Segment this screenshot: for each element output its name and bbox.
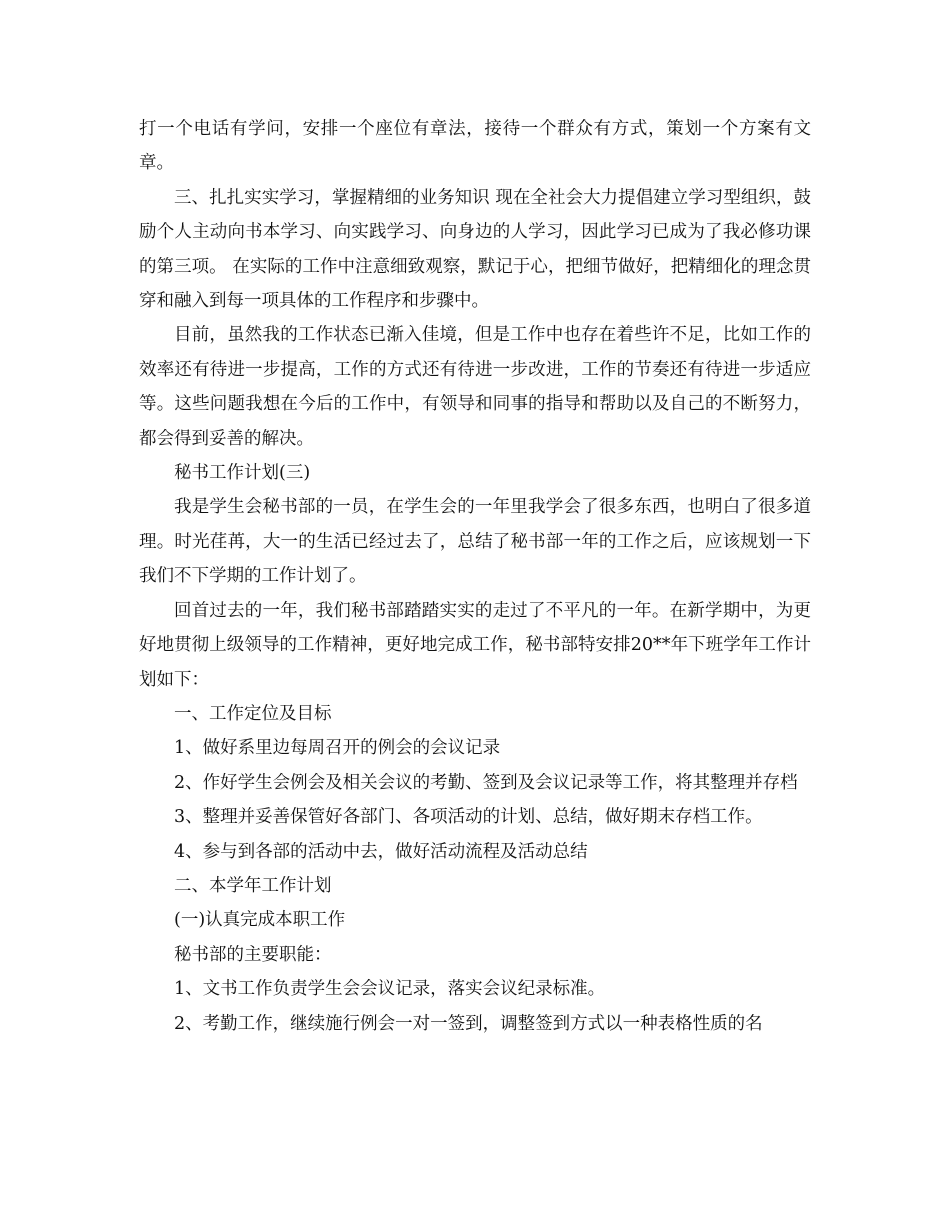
document-body — [139, 112, 811, 1041]
paragraph-phone-seating: 打一个电话有学问，安排一个座位有章法，接待一个群众有方式，策划一个方案有文章。 — [139, 119, 811, 174]
list-item-function-1: 1、文书工作负责学生会会议记录，落实会议纪录标准。 — [174, 979, 606, 1000]
paragraph-section-three-study: 三、扎扎实实学习，掌握精细的业务知识 现在全社会大力提倡建立学习型组织，鼓励个人主动向书本学习、向实践学习、向身边的人学习，因此学习已成为了我必修功课的第三项。 在实际的工作中注意细致观察，默记于心，把细节做好，把精细化的理念贯穿和融入到每一项具体的工作程序和步骤中。 — [139, 187, 811, 312]
paragraph-main-functions: 秘书部的主要职能： — [174, 944, 332, 965]
list-item-goal-1: 1、做好系里边每周召开的例会的会议记录 — [174, 738, 501, 759]
list-item-goal-2: 2、作好学生会例会及相关会议的考勤、签到及会议记录等工作，将其整理并存档 — [174, 772, 798, 793]
heading-positioning-goals: 一、工作定位及目标 — [174, 703, 332, 724]
list-item-goal-3: 3、整理并妥善保管好各部门、各项活动的计划、总结，做好期末存档工作。 — [174, 807, 763, 828]
subheading-core-duties: (一)认真完成本职工作 — [174, 910, 346, 931]
list-item-goal-4: 4、参与到各部的活动中去，做好活动流程及活动总结 — [174, 841, 588, 862]
section-title-secretary-plan-three: 秘书工作计划(三) — [174, 463, 311, 484]
heading-annual-plan: 二、本学年工作计划 — [174, 875, 332, 896]
paragraph-current-shortcomings: 目前，虽然我的工作状态已渐入佳境，但是工作中也存在着些许不足，比如工作的效率还有待进一步提高，工作的方式还有待进一步改进，工作的节奏还有待进一步适应等。这些问题我想在今后的工作中，有领导和同事的指导和帮助以及自己的不断努力，都会得到妥善的解决。 — [139, 325, 811, 449]
paragraph-student-union-intro: 我是学生会秘书部的一员，在学生会的一年里我学会了很多东西，也明白了很多道理。时光荏苒，大一的生活已经过去了，总结了秘书部一年的工作之后，应该规划一下我们不下学期的工作计划了。 — [139, 497, 811, 587]
list-item-function-2: 2、考勤工作，继续施行例会一对一签到，调整签到方式以一种表格性质的名 — [174, 1013, 763, 1034]
paragraph-year-review: 回首过去的一年，我们秘书部踏踏实实的走过了不平凡的一年。在新学期中，为更好地贯彻上级领导的工作精神，更好地完成工作，秘书部特安排20**年下班学年工作计划如下： — [139, 600, 811, 690]
